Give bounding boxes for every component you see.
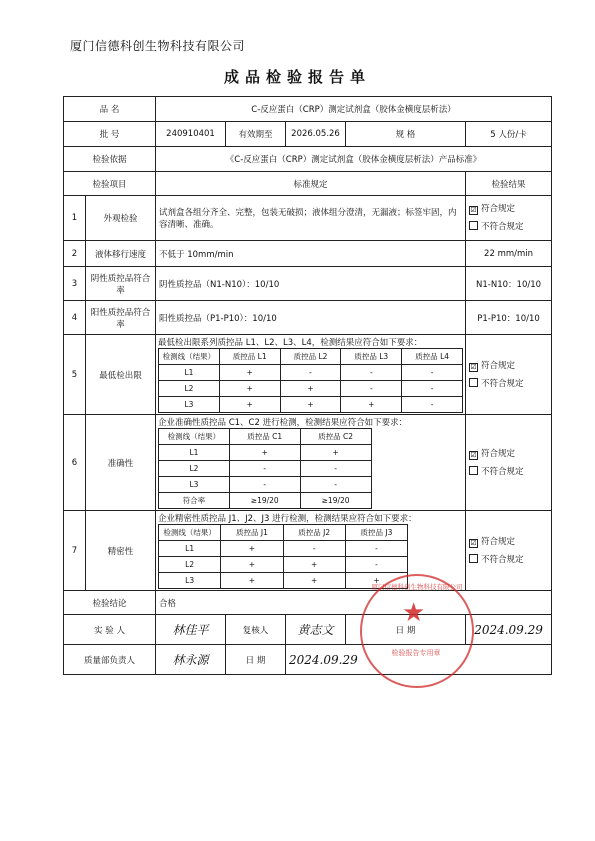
- row-result: N1-N10：10/10: [466, 267, 552, 301]
- row-standard: [156, 415, 466, 511]
- seal-text: 厦门信德科创生物科技有限公司: [371, 583, 463, 591]
- basis-value: 《C-反应蛋白（CRP）测定试剂盒（胶体金横度层析法）产品标准》: [156, 147, 552, 172]
- row-number: 1: [64, 196, 86, 241]
- conform-option[interactable]: ☑ 符合规定: [470, 536, 516, 547]
- row-item: 精密性: [86, 511, 156, 591]
- row-item: 外观检验: [86, 196, 156, 241]
- standard-text: 企业精密性质控品 J1、J2、J3 进行检测，检测结果应符合如下要求：: [158, 514, 417, 524]
- spec-value: 5 人份/卡: [466, 122, 552, 147]
- qa-date-label: 日 期: [226, 645, 286, 675]
- basis-label: 检验依据: [64, 147, 156, 172]
- checkbox-icon: [469, 221, 478, 230]
- row-result: [466, 335, 552, 415]
- table-row: [64, 335, 552, 415]
- row-standard: 不低于 10mm/min: [156, 241, 466, 267]
- table-row: [64, 415, 552, 511]
- row-result: [466, 415, 552, 511]
- row-number: 6: [64, 415, 86, 511]
- report-title: 成品检验报告单: [223, 68, 371, 86]
- spec-label: 规 格: [346, 122, 466, 147]
- col-result: 检验结果: [466, 172, 552, 196]
- checkbox-icon: ☑: [470, 206, 477, 214]
- conform-option[interactable]: ☑ 符合规定: [470, 204, 516, 214]
- checkbox-icon: ☑: [470, 450, 477, 459]
- checkbox-icon: ☑: [470, 362, 477, 371]
- company-seal: [360, 574, 474, 688]
- report-table: [63, 96, 552, 675]
- table-row: [64, 196, 552, 241]
- date-value: 2024.09.29: [466, 615, 552, 645]
- row-number: 4: [64, 301, 86, 335]
- nonconform-option[interactable]: 不符合规定: [469, 463, 548, 481]
- batch-value: 240910401: [156, 122, 226, 147]
- table-row: [64, 241, 552, 267]
- star-icon: ★: [402, 598, 426, 628]
- accuracy-table: 检测线（结果） 质控品 C1 质控品 C2 L1 + + L2 - - L3 - - 符合率 ≥19/20 ≥19/20: [158, 428, 372, 509]
- conclusion-value: 合格: [156, 591, 552, 615]
- table-row: [64, 301, 552, 335]
- product-label: 品 名: [64, 97, 156, 122]
- nonconform-option[interactable]: 不符合规定: [469, 375, 548, 393]
- row-result: 22 mm/min: [466, 241, 552, 267]
- row-item: 准确性: [86, 415, 156, 511]
- standard-text: 企业准确性质控品 C1、C2 进行检测，检测结果应符合如下要求：: [158, 418, 408, 428]
- expiry-label: 有效期至: [226, 122, 286, 147]
- seal-label: 检验报告专用章: [391, 649, 441, 657]
- row-number: 5: [64, 335, 86, 415]
- col-item: 检验项目: [64, 172, 156, 196]
- row-result: [466, 196, 552, 241]
- checkbox-icon: [469, 554, 478, 563]
- inspector-signature: 林佳平: [156, 615, 226, 645]
- lod-table: 检测线（结果） 质控品 L1 质控品 L2 质控品 L3 质控品 L4 L1 + - - - L2 + + - - L3 + + + -: [158, 348, 463, 413]
- row-standard: 试剂盒各组分齐全、完整，包装无破损；液体组分澄清，无漏液；标签牢固，内容清晰、准确。: [156, 196, 466, 241]
- table-row: [64, 511, 552, 591]
- reviewer-label: 复核人: [226, 615, 286, 645]
- col-standard: 标准规定: [156, 172, 466, 196]
- nonconform-option[interactable]: 不符合规定: [469, 218, 548, 236]
- row-result: [466, 511, 552, 591]
- conform-option[interactable]: ☑ 符合规定: [470, 360, 516, 371]
- checkbox-icon: ☑: [470, 538, 477, 547]
- product-value: C-反应蛋白（CRP）测定试剂盒（胶体金横度层析法）: [156, 97, 552, 122]
- row-standard: 阳性质控品（P1-P10）：10/10: [156, 301, 466, 335]
- row-standard: [156, 335, 466, 415]
- checkbox-icon: [469, 378, 478, 387]
- row-standard: 阴性质控品（N1-N10）：10/10: [156, 267, 466, 301]
- row-item: 阴性质控品符合率: [86, 267, 156, 301]
- row-item: 阳性质控品符合率: [86, 301, 156, 335]
- conform-option[interactable]: ☑ 符合规定: [470, 448, 516, 459]
- row-item: 最低检出限: [86, 335, 156, 415]
- precision-table: 检测线（结果） 质控品 J1 质控品 J2 质控品 J3 L1 + - - L2 + + - L3 + + +: [158, 524, 408, 589]
- qa-date-value: 2024.09.29: [286, 645, 552, 675]
- table-row: [64, 267, 552, 301]
- standard-text: 最低检出限系列质控品 L1、L2、L3、L4，检测结果应符合如下要求：: [158, 338, 423, 348]
- row-number: 7: [64, 511, 86, 591]
- reviewer-signature: 黄志文: [286, 615, 346, 645]
- nonconform-option[interactable]: 不符合规定: [469, 551, 548, 569]
- inspector-label: 实 验 人: [64, 615, 156, 645]
- qa-label: 质量部负责人: [64, 645, 156, 675]
- qa-signature: 林永源: [156, 645, 226, 675]
- batch-label: 批 号: [64, 122, 156, 147]
- conclusion-label: 检验结论: [64, 591, 156, 615]
- row-result: P1-P10：10/10: [466, 301, 552, 335]
- company-name: 厦门信德科创生物科技有限公司: [70, 39, 246, 53]
- row-number: 3: [64, 267, 86, 301]
- date-label: 日 期: [346, 615, 466, 645]
- checkbox-icon: [469, 466, 478, 475]
- row-number: 2: [64, 241, 86, 267]
- row-item: 液体移行速度: [86, 241, 156, 267]
- expiry-value: 2026.05.26: [286, 122, 346, 147]
